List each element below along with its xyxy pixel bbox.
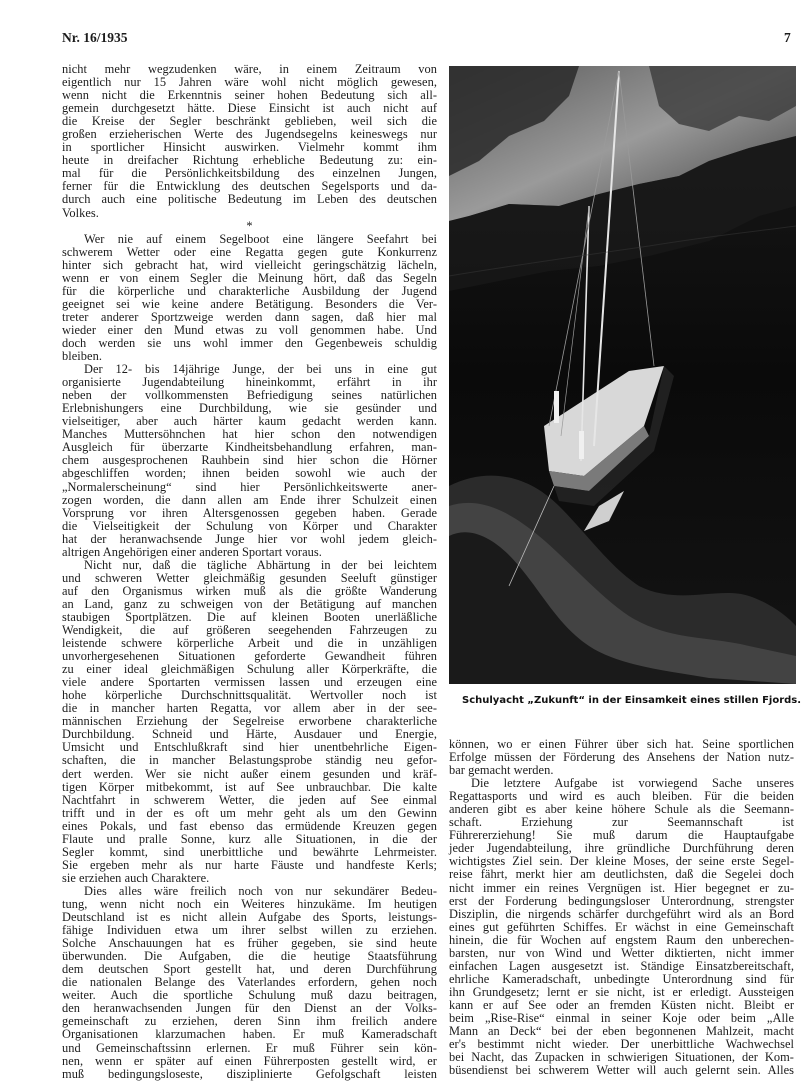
text-line: hohe körperliche Durchschnittsqualität. Wertvoller noch ist xyxy=(62,688,437,703)
text-line: an Land, ganz zu schweigen von der Betätigung auf manchen xyxy=(62,596,437,611)
text-line: Regattasports und wird es auch bleiben. Für die beiden xyxy=(449,789,794,804)
text-line: wenn nicht die Erkenntnis seiner hohen Bedeutung sich all- xyxy=(62,88,437,103)
text-line: viele andere Sportarten vermissen lassen und erzeugen eine xyxy=(62,675,437,690)
text-line: schaft. Erziehung zur Seemannschaft ist xyxy=(449,815,794,830)
issue-number: Nr. 16/1935 xyxy=(62,30,128,45)
text-line: geeignet sei wie keine andere Betätigung. Besonders die Ver- xyxy=(62,296,437,311)
text-line: eines Pokals, und fast ebenso das ermüdende Kreuzen gegen xyxy=(62,818,437,833)
text-line: auf den Organismus wirken muß als die größte Wanderung xyxy=(62,583,437,598)
text-line: wichtigstes Ziel sein. Der kleine Moses, der seine erste Segel- xyxy=(449,854,794,869)
photo-caption: Schulyacht „Zukunft“ in der Einsamkeit eines stillen Fjords. xyxy=(462,695,801,706)
text-line: mal für die Persönlichkeitsbildung des einzelnen Jungen, xyxy=(62,166,437,181)
text-line: nicht mehr wegzudenken wäre, in einem Zeitraum von xyxy=(62,62,437,76)
text-line: Die letztere Aufgabe ist vorwiegend Sache unseres xyxy=(471,776,794,791)
text-line: wenn er von einem Segler die Meinung hört, daß das Segeln xyxy=(62,270,437,285)
sailing-yacht-photo xyxy=(449,66,796,684)
text-line: dert werden. Wer sie nicht außer einem gesunden und kräf- xyxy=(62,766,437,781)
text-line: anderen gibt es aber keine höhere Schule als die Seemann- xyxy=(449,802,794,817)
text-line: hat der heranwachsende Junge hier vor wohl jedem gleich- xyxy=(62,531,437,546)
text-line: Vorsprung vor ihren Altersgenossen gegeben haben. Gerade xyxy=(62,505,437,520)
text-line: eigentlich nur 15 Jahren wäre wohl nicht möglich gewesen, xyxy=(62,75,437,90)
text-line: Disziplin, die nirgends schärfer durchgeführt wird als an Bord xyxy=(449,906,794,921)
text-line: Organisationen klarzumachen haben. Er muß Kameradschaft xyxy=(62,1027,437,1042)
text-line: Durchbildung. Schneid und Härte, Ausdauer und Energie, xyxy=(62,727,437,742)
text-line: Erlebnishungers eine Durchbildung, wie sie gesünder und xyxy=(62,401,437,416)
text-line: Solche Anschauungen hat es früher gegeben, sie sind heute xyxy=(62,936,437,951)
fjord-yacht-illustration xyxy=(449,66,796,684)
text-line: hinter sich gebracht hat, wird vielleicht geringschätzig lächeln, xyxy=(62,257,437,272)
text-line: Manches Muttersöhnchen hat hier schon den notwendigen xyxy=(62,427,437,442)
text-line: Umsicht und Entschlußkraft sind hier unentbehrliche Eigen- xyxy=(62,740,437,755)
text-line: abgeschliffen worden; ihnen beiden sowohl wie auch der xyxy=(62,466,437,481)
text-line: gemeinschaft zu erziehen, deren Sinn ihm freilich andere xyxy=(62,1014,437,1029)
text-line: beim „Rise-Rise“ einmal in seiner Koje oder beim „Alle xyxy=(449,1010,794,1025)
text-line: bei Nacht, das Zupacken in schwierigen Situationen, der Kom- xyxy=(449,1050,794,1065)
text-line: heute in dreifacher Richtung erhebliche Bedeutung zu: ein- xyxy=(62,153,437,168)
text-line: in sportlicher Hinsicht auswirken. Vielmehr kommt ihm xyxy=(62,140,437,155)
text-line: einfachen Lagen ausgesetzt ist. Ständige Einsatzbereitschaft, xyxy=(449,958,794,973)
text-line: durch auch eine politische Bedeutung im Leben des deutschen xyxy=(62,192,437,207)
text-line: kann er auf See oder an fremden Küsten nicht. Bleibt er xyxy=(449,997,794,1012)
text-line: Dies alles wäre freilich noch von nur sekundärer Bedeu- xyxy=(84,883,437,898)
text-line: Führererziehung! Sie muß darum die Hauptaufgabe xyxy=(449,828,794,843)
text-line: trifft und in der es oft um mehr geht als um den Gewinn xyxy=(62,805,437,820)
text-line: weiter. Auch die sportliche Schulung muß dazu beitragen, xyxy=(62,988,437,1003)
text-line: jeder Jugendabteilung, ihre gründliche Durchführung deren xyxy=(449,841,794,856)
text-line: Der 12- bis 14jährige Junge, der bei uns in eine gut xyxy=(84,362,437,377)
text-line: treter anderer Sportzweige werden dann sagen, daß hier mal xyxy=(62,309,437,324)
text-line: schaften, die in mancher Belastungsprobe ständig neu gefor- xyxy=(62,753,437,768)
text-line: Deutschland ist es nicht allein Aufgabe des Sports, leistungs- xyxy=(62,910,437,925)
text-line: nicht immer ein reines Vergnügen ist. Hier begegnet er zu- xyxy=(449,880,794,895)
text-line: zu einer ideal gleichmäßigen Schulung aller Körperkräfte, die xyxy=(62,662,437,677)
text-line: die Vielseitigkeit der Schulung von Körper und Charakter xyxy=(62,518,437,533)
text-line: zogen worden, die dann allen am Ende ihrer Schulzeit einen xyxy=(62,492,437,507)
text-line: Ausgleich für überzarte Kindheitsbehandlung erfahren, man- xyxy=(62,440,437,455)
text-line: fähige Individuen etwa um ihrer selbst willen zu erziehen. xyxy=(62,923,437,938)
text-line: die Kreise der Segler beschränkt geblieben, weil sich die xyxy=(62,114,437,129)
text-line: vielseitiger, aber auch härter kaum gedacht werden kann. xyxy=(62,414,437,429)
text-line: reise fährt, merkt hier am deutlichsten, daß die Segelei doch xyxy=(449,867,794,882)
text-line: Mann an Deck“ bei der eben begonnenen Mahlzeit, macht xyxy=(449,1024,794,1039)
text-line: tigen Körper mitbekommt, ist auf See unbrauchbar. Die kalte xyxy=(62,779,437,794)
text-line: ferner für die Entwicklung des deutschen Segelsports und da- xyxy=(62,179,437,194)
text-line: muß bedingungsloseste, disziplinierte Gefolgschaft leisten xyxy=(62,1066,437,1081)
left-text-column xyxy=(62,62,437,1081)
text-line: Erfolge müssen der Förderung des Ansehens der Nation nutz- xyxy=(449,750,794,765)
text-line: Wendigkeit, die auf größeren seegehenden Fahrzeugen zu xyxy=(62,623,437,638)
text-line: barsten, nur von Wind und Wetter diktierten, nicht immer xyxy=(449,945,794,960)
text-line: überwunden. Die Aufgaben, die die heutige Staatsführung xyxy=(62,949,437,964)
text-line: * xyxy=(246,218,253,233)
text-line: männischen Erziehung der Segelreise erworbene charakterliche xyxy=(62,714,437,729)
text-line: leistende schwere körperliche Arbeit und die in unzähligen xyxy=(62,636,437,651)
text-line: erst der Forderung bedingungsloser Unterordnung, strengster xyxy=(449,893,794,908)
text-line: Wer nie auf einem Segelboot eine längere Seefahrt bei xyxy=(84,231,437,246)
text-line: ehrliche Kameradschaft, unbedingte Unterordnung sind für xyxy=(449,971,794,986)
text-line: chem ausgesprochenen Rauhbein sind hier schon die Hörner xyxy=(62,453,437,468)
text-line: eines gut geführten Schiffes. Er wächst in eine Gemeinschaft xyxy=(449,919,794,934)
text-line: nen, wenn er später auf einen Führerposten gestellt wird, er xyxy=(62,1053,437,1068)
text-line: für die körperliche und charakterliche Ausbildung der Jugend xyxy=(62,283,437,298)
text-line: sie erziehen auch Charaktere. xyxy=(62,870,210,885)
right-text-column xyxy=(449,738,794,1076)
text-line: er's bestimmt nicht wieder. Der unerbittliche Wachwechsel xyxy=(449,1037,794,1052)
page-number: 7 xyxy=(784,30,791,45)
text-line: wieder einer den Mund etwas zu voll genommen habe. Und xyxy=(62,322,437,337)
text-line: die in mancher harten Regatta, vor allem aber in der see- xyxy=(62,701,437,716)
text-line: großen erzieherischen Werte des Jugendsegelns keineswegs nur xyxy=(62,127,437,142)
text-line: hinein, die für Wochen auf engstem Raum den unberechen- xyxy=(449,932,794,947)
text-line: die nationalen Belange des Vaterlandes erfordern, gehen noch xyxy=(62,975,437,990)
text-line: Flaute und pralle Sonne, kurz alle Situationen, in die der xyxy=(62,831,437,846)
text-line: schwerem Wetter oder eine Regatta gegen gute Konkurrenz xyxy=(62,244,437,259)
text-line: tung, wenn nicht noch ein Weiteres hinzukäme. Im heutigen xyxy=(62,897,437,911)
text-line: neben der vollkommensten Befriedigung seines natürlichen xyxy=(62,388,437,403)
text-line: staubigen Sportplätzen. Die auf kleinen Booten unerläßliche xyxy=(62,609,437,624)
text-line: Segler kommt, sind unerbittliche und bewährte Lehrmeister. xyxy=(62,844,437,859)
text-line: „Normalerscheinung“ sind hier Persönlichkeitswerte aner- xyxy=(62,479,437,494)
text-line: gemein durchgesetzt hätte. Diese Einsicht ist auch nicht auf xyxy=(62,101,437,116)
text-line: Nachtfahrt in schwerem Wetter, die jeden auf See einmal xyxy=(62,792,437,807)
text-line: können, wo er einen Führer über sich hat. Seine sportlichen xyxy=(449,737,794,751)
text-line: büsendienst bei schwerem Wetter will auch gelernt sein. Alles xyxy=(449,1063,794,1078)
text-line: den heranwachsenden Jungen für den Dienst an der Volks- xyxy=(62,1001,437,1016)
text-line: unvorhergesehenen Situationen geforderte Gewandheit führen xyxy=(62,649,437,664)
text-line: und schweren Wetter gleichmäßig gesunden Seeluft günstiger xyxy=(62,570,437,585)
text-line: Sie ergeben mehr als nur harte Fäuste und handfeste Kerls; xyxy=(62,857,437,872)
text-line: dem deutschen Sport gestellt hat, und deren Durchführung xyxy=(62,962,437,977)
text-line: Nicht nur, daß die tägliche Abhärtung in der bei leichtem xyxy=(84,557,437,572)
text-line: Volkes. xyxy=(62,205,99,220)
text-line: organisierte Jugendabteilung hineinkommt, erfährt in ihr xyxy=(62,375,437,390)
text-line: ihn Grundgesetz; lernt er sie nicht, ist er erledigt. Aussteigen xyxy=(449,984,794,999)
text-line: bar gemacht werden. xyxy=(449,763,554,778)
text-line: doch werden sie uns wohl immer den Gegenbeweis schuldig xyxy=(62,335,437,350)
text-line: altrigen Angehörigen einer anderen Sportart voraus. xyxy=(62,544,322,559)
text-line: und Gemeinschaftssinn erlernen. Er muß Führer sein kön- xyxy=(62,1040,437,1055)
text-line: bleiben. xyxy=(62,349,102,364)
